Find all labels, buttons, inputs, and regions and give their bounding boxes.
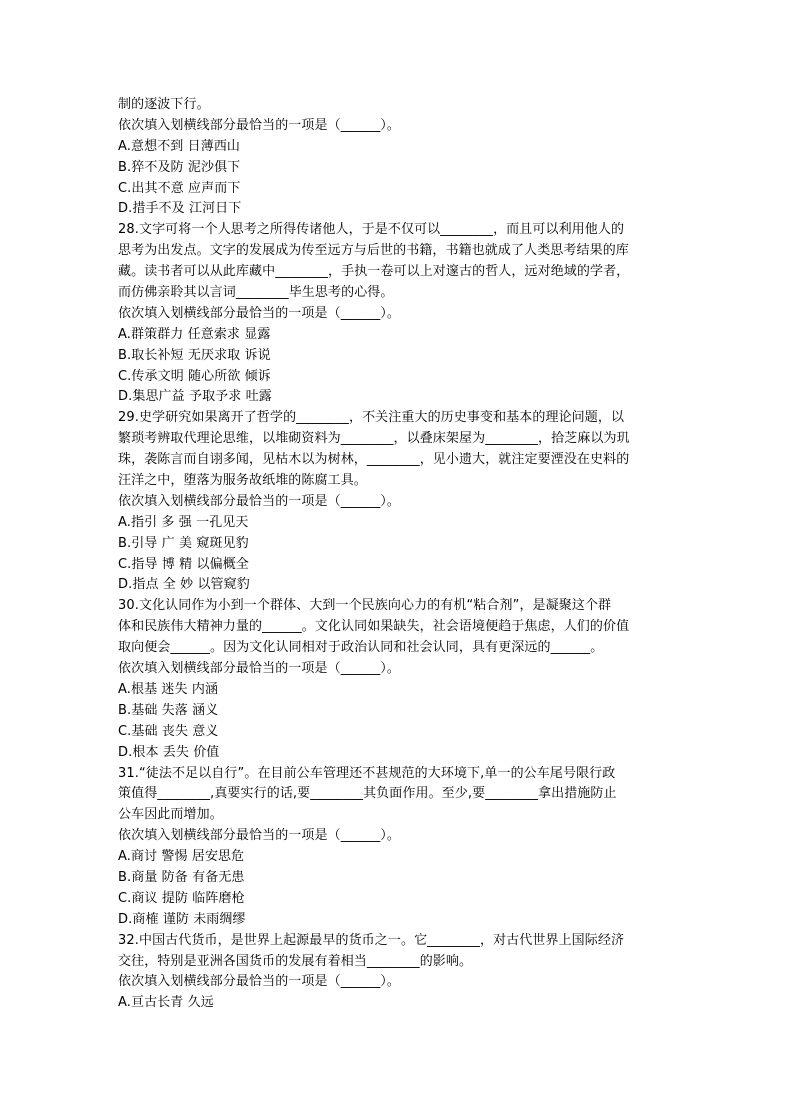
question-29-text: 29.史学研究如果离开了哲学的________，不关注重大的历史事变和基本的理论问题，以	[118, 410, 625, 426]
question-prompt: 依次填入划横线部分最恰当的一项是（______）。	[118, 974, 401, 990]
question-30-text: 体和民族伟大精神力量的______。文化认同如果缺失，社会语境便趋于焦虑，人们的价值	[118, 619, 630, 635]
question-29-text: 珠，袭陈言而自诩多闻，见枯木以为树林，________，见小遗大，就注定要湮没在史料的	[118, 452, 630, 468]
question-prompt: 依次填入划横线部分最恰当的一项是（______）。	[118, 493, 401, 509]
option-b: B.取长补短 无厌求取 诉说	[118, 347, 271, 363]
question-28-text: 而仿佛亲聆其以言词________毕生思考的心得。	[118, 285, 394, 301]
question-28-text: 思考为出发点。文字的发展成为传至远方与后世的书籍，书籍也就成了人类思考结果的库	[118, 243, 629, 259]
option-b: B.商量 防备 有备无患	[118, 869, 245, 885]
option-c: C.商议 提防 临阵磨枪	[118, 890, 245, 906]
question-28-text: 藏。读书者可以从此库藏中________，手执一卷可以上对邃古的哲人，远对绝域的学者，	[118, 264, 630, 280]
option-c: C.指导 博 精 以偏概全	[118, 556, 249, 572]
question-prompt: 依次填入划横线部分最恰当的一项是（______）。	[118, 661, 401, 677]
question-31-text: 策值得________,真要实行的话,要________其负面作用。至少,要________拿出措施防止	[118, 786, 617, 802]
option-b: B.猝不及防 泥沙俱下	[118, 159, 241, 175]
option-a: A.群策群力 任意索求 显露	[118, 326, 271, 342]
option-b: B.基础 失落 涵义	[118, 702, 219, 718]
option-a: A.意想不到 日薄西山	[118, 138, 241, 154]
question-29-text: 繁琐考辨取代理论思维，以堆砌资料为________，以叠床架屋为________，拾芝麻以为玑	[118, 431, 630, 447]
question-30-text: 30.文化认同作为小到一个群体、大到一个民族向心力的有机“粘合剂”，是凝聚这个群	[118, 598, 612, 614]
text-line: 制的逐波下行。	[118, 97, 210, 112]
option-c: C.出其不意 应声而下	[118, 180, 241, 196]
question-30-text: 取向便会______。因为文化认同相对于政治认同和社会认同，具有更深远的______。	[118, 640, 604, 656]
option-d: D.措手不及 江河日下	[118, 201, 242, 217]
option-c: C.传承文明 随心所欲 倾诉	[118, 368, 271, 384]
question-32-text: 32.中国古代货币，是世界上起源最早的货币之一。它________，对古代世界上国际经济	[118, 932, 625, 948]
option-c: C.基础 丧失 意义	[118, 723, 219, 739]
option-d: D.商榷 谨防 未雨绸缪	[118, 911, 246, 927]
option-d: D.集思广益 予取予求 吐露	[118, 389, 272, 405]
option-a: A.指引 多 强 一孔见天	[118, 514, 249, 530]
option-a: A.根基 迷失 内涵	[118, 681, 219, 697]
question-28-text: 28.文字可将一个人思考之所得传诸他人，于是不仅可以________，而且可以利用他人的	[118, 222, 625, 238]
question-prompt: 依次填入划横线部分最恰当的一项是（______）。	[118, 305, 401, 321]
option-a: A.商讨 警惕 居安思危	[118, 849, 245, 865]
question-29-text: 汪洋之中，堕落为服务故纸堆的陈腐工具。	[118, 473, 367, 489]
question-31-text: 公车因此而增加。	[118, 807, 223, 823]
option-d: D.指点 全 妙 以管窥豹	[118, 577, 250, 593]
question-prompt: 依次填入划横线部分最恰当的一项是（______）。	[118, 828, 401, 844]
question-31-text: 31.“徒法不足以自行”。在目前公车管理还不甚规范的大环境下,单一的公车尾号限行政	[118, 765, 616, 781]
option-d: D.根本 丢失 价值	[118, 744, 220, 760]
option-a: A.亘古长青 久远	[118, 995, 214, 1011]
document-body	[118, 95, 674, 1014]
question-32-text: 交往，特别是亚洲各国货币的发展有着相当________的影响。	[118, 953, 473, 969]
question-prompt: 依次填入划横线部分最恰当的一项是（______）。	[118, 117, 401, 133]
option-b: B.引导 广 美 窥斑见豹	[118, 535, 249, 551]
